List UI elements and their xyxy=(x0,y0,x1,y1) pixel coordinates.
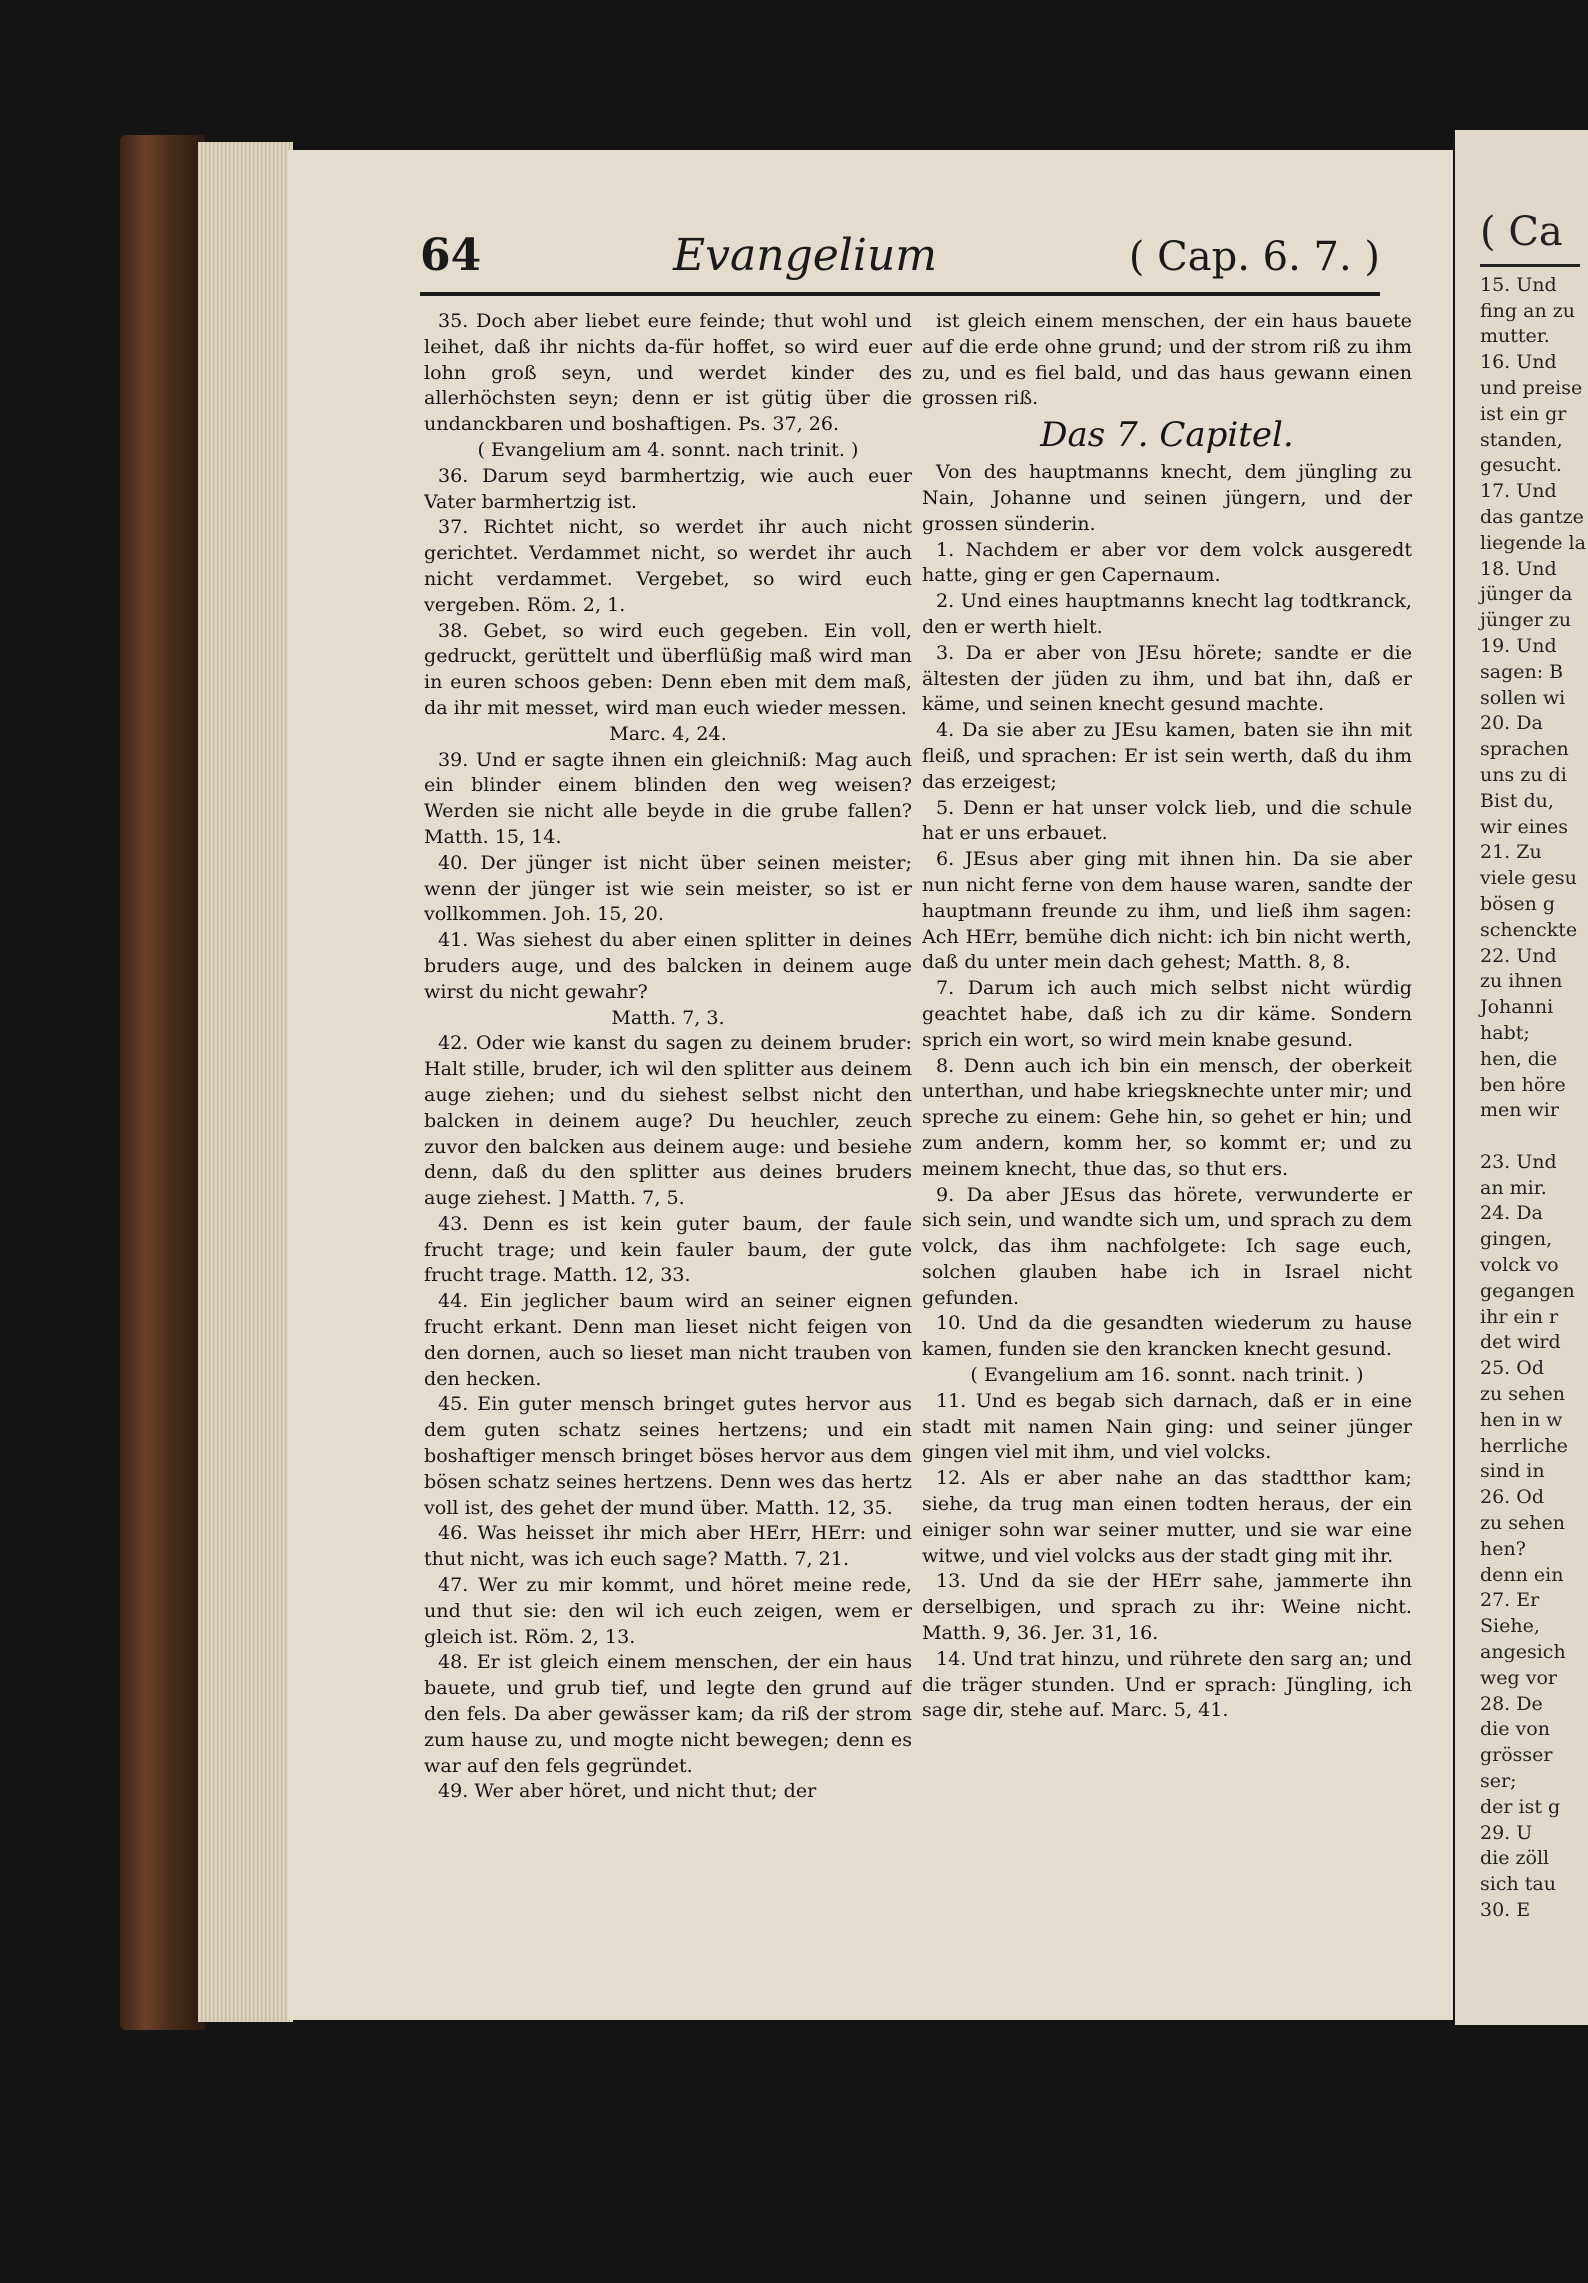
verse-45: 45. Ein guter mensch bringet gutes hervor aus dem guten schatz seines hertzens; und ein boshaftiger mensch bringet böses hervor aus dem bösen schatz seines hertzens. Denn wes das hertz voll ist, des gehet der mund über. Matth. 12, 35. xyxy=(424,1392,912,1519)
verse-38: 38. Gebet, so wird euch gegeben. Ein voll, gedruckt, gerüttelt und überflüßig maß wird man in euren schoos geben: Denn eben mit dem maß, da ihr mit messet, wird man euch wieder messen. xyxy=(424,618,912,719)
reference-marc: Marc. 4, 24. xyxy=(609,721,727,745)
verse-7-9: 9. Da aber JEsus das hörete, verwunderte er sich sein, und wandte sich um, und sprach zu dem volck, das ihm nachfolgete: Ich sage euch, solchen glauben habe ich in Israel nicht gefunden. xyxy=(922,1182,1412,1309)
facing-page-line: det wird xyxy=(1480,1331,1561,1354)
verse-7-8: 8. Denn auch ich bin ein mensch, der oberkeit unterthan, und habe kriegsknechte unter mir; und spreche zu einem: Gehe hin, so gehet er hin; und zum andern, komm her, so kommt er; und zu meinem knecht, thue das, so thut ers. xyxy=(922,1053,1412,1180)
facing-page-line: zu sehen xyxy=(1480,1383,1565,1406)
verse-41: 41. Was siehest du aber einen splitter in deines bruders auge, und des balcken in deinem auge wirst du nicht gewahr? xyxy=(424,928,912,1003)
verse-49: 49. Wer aber höret, und nicht thut; der xyxy=(438,1779,817,1803)
facing-page-line: Bist du, xyxy=(1480,789,1554,812)
verse-7-7: 7. Darum ich auch mich selbst nicht würdig geachtet habe, daß ich zu dir käme. Sondern sprich ein wort, so wird mein knabe gesund. xyxy=(922,976,1412,1051)
facing-page-line: sind in xyxy=(1480,1460,1545,1483)
facing-page-line: hen in w xyxy=(1480,1408,1563,1431)
facing-page-line: 17. Und xyxy=(1480,480,1557,503)
facing-page-line: fing an zu xyxy=(1480,299,1575,322)
facing-page-line: uns zu di xyxy=(1480,763,1567,786)
facing-page-line: 27. Er xyxy=(1480,1589,1540,1612)
chapter-summary: Von des hauptmanns knecht, dem jüngling zu Nain, Johanne und seinen jüngern, und der grossen sünderin. xyxy=(922,460,1412,535)
facing-page-line: jünger zu xyxy=(1480,609,1572,632)
facing-page-line: 28. De xyxy=(1480,1692,1543,1715)
page-number: 64 xyxy=(420,230,482,281)
facing-page-line: und preise xyxy=(1480,376,1583,399)
verse-47: 47. Wer zu mir kommt, und höret meine rede, und thut sie: den wil ich euch zeigen, wem er gleich ist. Röm. 2, 13. xyxy=(424,1573,912,1648)
facing-page-line: viele gesu xyxy=(1480,867,1577,890)
facing-page-line: hen? xyxy=(1480,1537,1526,1560)
verse-35: 35. Doch aber liebet eure feinde; thut wohl und leihet, daß ihr nichts da-für hoffet, so wird euer lohn groß seyn, und werdet kinder des allerhöchsten seyn; denn er ist gütig über die undanckbaren und boshaftigen. Ps. 37, 26. xyxy=(424,309,912,436)
facing-page-line: an mir. xyxy=(1480,1176,1547,1199)
facing-page-rule xyxy=(1480,264,1580,267)
verse-7-4: 4. Da sie aber zu JEsu kamen, baten sie ihn mit fleiß, und sprachen: Er ist sein werth, daß du ihm das erzeigest; xyxy=(922,718,1412,793)
facing-page-line: sollen wi xyxy=(1480,686,1566,709)
facing-page-line: 25. Od xyxy=(1480,1357,1544,1380)
facing-page-line: 30. E xyxy=(1480,1899,1531,1921)
verse-46: 46. Was heisset ihr mich aber HErr, HErr: und thut nicht, was ich euch sage? Matth. 7, 21. xyxy=(424,1521,912,1571)
header-rule xyxy=(420,292,1380,296)
verse-37: 37. Richtet nicht, so werdet ihr auch nicht gerichtet. Verdammet nicht, so werdet ihr auch nicht verdammet. Vergebet, so wird euch vergeben. Röm. 2, 1. xyxy=(424,515,912,616)
verse-42: 42. Oder wie kanst du sagen zu deinem bruder: Halt stille, bruder, ich wil den splitter aus deinem auge ziehen; und du siehest selbst nicht den balcken in deinem auge? Du heuchler, zeuch zuvor den balcken aus deinem auge: und besiehe denn, daß du den splitter aus deines bruders auge ziehest. ] Matth. 7, 5. xyxy=(424,1031,912,1210)
facing-page-line: gingen, xyxy=(1480,1228,1553,1251)
gospel-note-4: ( Evangelium am 4. sonnt. nach trinit. ) xyxy=(477,437,859,461)
verse-7-10: 10. Und da die gesandten wiederum zu hause kamen, funden sie den krancken knecht gesund. xyxy=(922,1311,1412,1361)
verse-7-12: 12. Als er aber nahe an das stadtthor kam; siehe, da trug man einen todten heraus, der ein einiger sohn war seiner mutter, und sie war eine witwe, und viel volcks aus der stadt ging mit ihr. xyxy=(922,1466,1412,1567)
facing-page-line: herrliche xyxy=(1480,1434,1568,1457)
facing-page-line: gegangen xyxy=(1480,1279,1575,1302)
facing-page-line: weg vor xyxy=(1480,1666,1557,1689)
facing-page-line: der ist g xyxy=(1480,1795,1561,1818)
facing-page-line: 24. Da xyxy=(1480,1202,1543,1225)
facing-page-line: das gantze xyxy=(1480,505,1584,528)
facing-page-line: die zöll xyxy=(1480,1847,1550,1870)
facing-page-line: 29. U xyxy=(1480,1821,1533,1844)
facing-page-line: ist ein gr xyxy=(1480,402,1567,425)
verse-44: 44. Ein jeglicher baum wird an seiner eignen frucht erkant. Denn man lieset nicht feigen von den dornen, auch so lieset man nicht trauben von den hecken. xyxy=(424,1289,912,1390)
reference-matth-7-3: Matth. 7, 3. xyxy=(611,1005,725,1029)
running-title: Evangelium xyxy=(673,230,938,281)
facing-page-line: 22. Und xyxy=(1480,944,1557,967)
facing-page-line: 20. Da xyxy=(1480,712,1543,735)
facing-page-line: hen, die xyxy=(1480,1047,1558,1070)
facing-page-line: zu sehen xyxy=(1480,1512,1565,1535)
right-text-column xyxy=(922,308,1412,2068)
verse-40: 40. Der jünger ist nicht über seinen meister; wenn der jünger ist wie sein meister, so ist er vollkommen. Joh. 15, 20. xyxy=(424,850,912,926)
facing-page-line: 16. Und xyxy=(1480,351,1557,374)
verse-7-13: 13. Und da sie der HErr sahe, jammerte ihn derselbigen, und sprach zu ihr: Weine nicht. Matth. 9, 36. Jer. 31, 16. xyxy=(922,1569,1412,1645)
continuation-text: ist gleich einem menschen, der ein haus bauete auf die erde ohne grund; und der strom riß zu ihm zu, und es fiel bald, und das haus gewann einen grossen riß. xyxy=(922,309,1412,410)
page-header xyxy=(420,230,1380,290)
facing-page-line: volck vo xyxy=(1480,1254,1559,1277)
catchword: 15. Und xyxy=(1308,2046,1389,2070)
facing-page-line: angesich xyxy=(1480,1641,1566,1664)
facing-page-line: liegende la xyxy=(1480,531,1586,554)
facing-page-line: 21. Zu xyxy=(1480,841,1542,864)
facing-page-line: sich tau xyxy=(1480,1873,1556,1896)
facing-page-line: ser; xyxy=(1480,1770,1517,1793)
verse-43: 43. Denn es ist kein guter baum, der faule frucht trage; und kein fauler baum, der gute frucht trage. Matth. 12, 33. xyxy=(424,1211,912,1287)
facing-page-line: Johanni xyxy=(1480,996,1554,1019)
facing-page-fragments xyxy=(1480,209,1588,1924)
verse-48: 48. Er ist gleich einem menschen, der ein haus bauete, und grub tief, und legte den grund auf den fels. Da aber gewässer kam; da riß der strom zum hause zu, und mogte nicht bewegen; denn es war auf den fels gegründet. xyxy=(424,1650,912,1777)
verse-7-5: 5. Denn er hat unser volck lieb, und die schule hat er uns erbauet. xyxy=(922,795,1412,845)
chapter-reference: ( Cap. 6. 7. ) xyxy=(1128,234,1380,280)
facing-page-line: die von xyxy=(1480,1718,1550,1741)
facing-page-line: habt; xyxy=(1480,1021,1530,1044)
verse-7-2: 2. Und eines hauptmanns knecht lag todtkranck, den er werth hielt. xyxy=(922,589,1412,638)
verse-7-14: 14. Und trat hinzu, und rührete den sarg an; und die träger stunden. Und er sprach: Jüngling, ich sage dir, stehe auf. Marc. 5, 41. xyxy=(922,1646,1412,1722)
book-spine xyxy=(120,135,205,2030)
facing-page-line: 23. Und xyxy=(1480,1150,1557,1173)
facing-page-line: sagen: B xyxy=(1480,660,1564,683)
facing-page-line: jünger da xyxy=(1480,583,1573,606)
left-text-column xyxy=(424,308,912,2068)
gospel-note-16: ( Evangelium am 16. sonnt. nach trinit. ) xyxy=(970,1363,1364,1387)
facing-page-line: 15. Und xyxy=(1480,273,1557,296)
chapter-heading: Das 7. Capitel. xyxy=(1040,415,1294,456)
verse-7-1: 1. Nachdem er aber vor dem volck ausgeredt hatte, ging er gen Capernaum. xyxy=(922,537,1412,587)
facing-page-line: 26. Od xyxy=(1480,1486,1544,1509)
facing-page-line: denn ein xyxy=(1480,1563,1564,1586)
facing-page-line: grösser xyxy=(1480,1744,1553,1767)
facing-page-line: 18. Und xyxy=(1480,557,1557,580)
facing-page-line: Siehe, xyxy=(1480,1615,1540,1638)
facing-page-header: ( Ca xyxy=(1480,209,1563,255)
facing-page-line: wir eines xyxy=(1480,815,1569,838)
page-edges xyxy=(198,142,293,2022)
facing-page-lines xyxy=(1480,273,1588,1924)
verse-36: 36. Darum seyd barmhertzig, wie auch euer Vater barmhertzig ist. xyxy=(424,463,912,513)
verse-7-11: 11. Und es begab sich darnach, daß er in eine stadt mit namen Nain ging: und seiner jünger gingen viel mit ihm, und viel volcks. xyxy=(922,1388,1412,1464)
facing-page-line: zu ihnen xyxy=(1480,970,1563,993)
facing-page-line: gesucht. xyxy=(1480,454,1562,477)
verse-39: 39. Und er sagte ihnen ein gleichniß: Mag auch ein blinder einem blinden den weg weisen? Werden sie nicht alle beyde in die grube fallen? Matth. 15, 14. xyxy=(424,747,912,848)
facing-page-line: ben höre xyxy=(1480,1073,1566,1096)
facing-page-line: standen, xyxy=(1480,428,1563,451)
facing-page-line: 19. Und xyxy=(1480,634,1557,657)
facing-page-line: ihr ein r xyxy=(1480,1305,1559,1328)
facing-page-line: men wir xyxy=(1480,1099,1559,1122)
facing-page-line: sprachen xyxy=(1480,738,1569,761)
verse-7-6: 6. JEsus aber ging mit ihnen hin. Da sie aber nun nicht ferne von dem hause waren, sandte der hauptmann freunde zu ihm, und ließ ihm sagen: Ach HErr, bemühe dich nicht: ich bin nicht werth, daß du unter mein dach gehest; Matth. 8, 8. xyxy=(922,847,1412,974)
facing-page-line xyxy=(1480,1124,1588,1150)
facing-page-line: bösen g xyxy=(1480,892,1556,915)
verse-7-3: 3. Da er aber von JEsu hörete; sandte er die ältesten der jüden zu ihm, und bat ihn, daß er käme, und seinen knecht gesund machte. xyxy=(922,640,1412,716)
facing-page-line: schenckte xyxy=(1480,918,1578,941)
facing-page-line: mutter. xyxy=(1480,325,1550,348)
